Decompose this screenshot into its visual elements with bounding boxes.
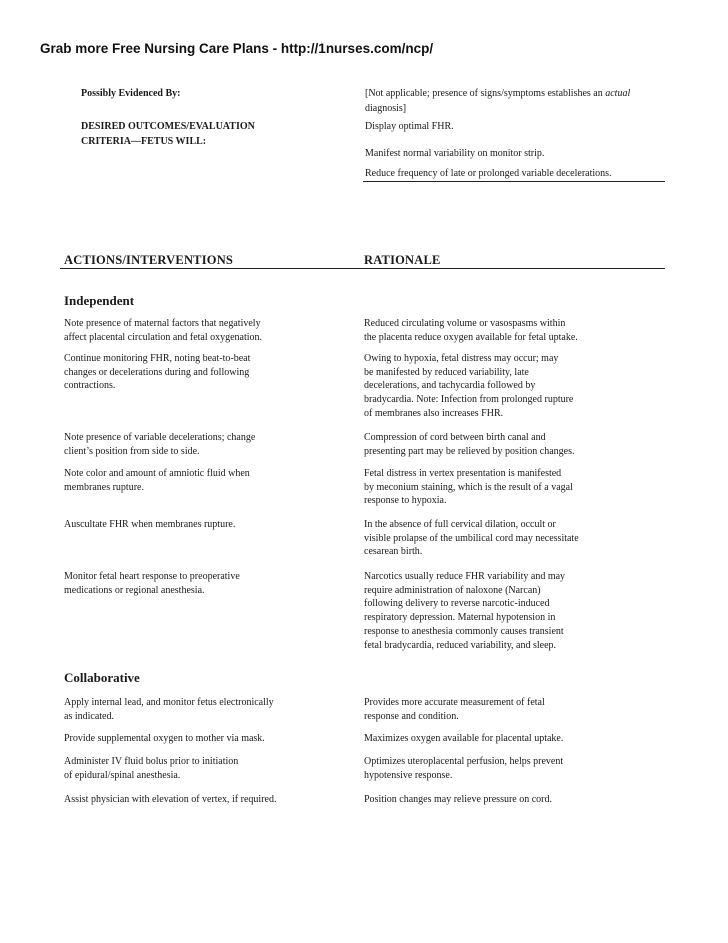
- rationale-text: Reduced circulating volume or vasospasms within the placenta reduce oxygen available for fetal uptake.: [364, 318, 578, 343]
- rationale-text: Fetal distress in vertex presentation is manifested by meconium staining, which is the result of a vagal response to hypoxia.: [364, 468, 573, 507]
- rationale-text: Compression of cord between birth canal and presenting part may be relieved by position changes.: [364, 432, 575, 457]
- rationale-text: Owing to hypoxia, fetal distress may occur; may be manifested by reduced variability, late decelerations, and tachycardia followed by bradycardia. Note: Infection from prolonged rupture of membranes also increases FHR.: [364, 353, 574, 419]
- action-text: Administer IV fluid bolus prior to initiation of epidural/spinal anesthesia.: [64, 756, 239, 781]
- action-text: Continue monitoring FHR, noting beat-to-beat changes or decelerations during and following contractions.: [64, 353, 251, 392]
- rationale-text: Provides more accurate measurement of fetal response and condition.: [364, 697, 545, 722]
- action-text: Monitor fetal heart response to preoperative medications or regional anesthesia.: [64, 571, 240, 596]
- rationale-column-header: RATIONALE: [364, 253, 441, 267]
- evidence-text-start: [Not applicable; presence of signs/symptoms establishes an: [365, 88, 606, 99]
- rationale-text: In the absence of full cervical dilation, occult or visible prolapse of the umbilical cord may necessitate cesarean birth.: [364, 519, 579, 558]
- action-text: Assist physician with elevation of vertex, if required.: [64, 794, 277, 805]
- outcome-item-1: Display optimal FHR.: [365, 121, 454, 132]
- action-text: Auscultate FHR when membranes rupture.: [64, 519, 236, 530]
- action-text: Note color and amount of amniotic fluid when membranes rupture.: [64, 468, 250, 493]
- action-text: Apply internal lead, and monitor fetus electronically as indicated.: [64, 697, 274, 722]
- action-text: Provide supplemental oxygen to mother via mask.: [64, 733, 265, 744]
- actions-column-header: ACTIONS/INTERVENTIONS: [64, 253, 234, 267]
- action-text: Note presence of variable decelerations; change client’s position from side to side.: [64, 432, 256, 457]
- page-header-title: Grab more Free Nursing Care Plans - http://1nurses.com/ncp/: [40, 41, 434, 56]
- outcomes-label: DESIRED OUTCOMES/EVALUATION CRITERIA—FETUS WILL:: [81, 121, 255, 147]
- collaborative-heading: Collaborative: [64, 670, 140, 685]
- outcome-item-3: Reduce frequency of late or prolonged variable decelerations.: [365, 168, 612, 179]
- independent-heading: Independent: [64, 293, 135, 308]
- action-text: Note presence of maternal factors that negatively affect placental circulation and fetal oxygenation.: [64, 318, 263, 343]
- rationale-text: Narcotics usually reduce FHR variability and may require administration of naloxone (Narcan) following delivery to reverse narcotic-induced respiratory depression. Maternal hypotension in response to anesthesia commonly causes transient fetal bradycardia, reduced variability, and sleep.: [364, 571, 566, 651]
- rationale-text: Maximizes oxygen available for placental uptake.: [364, 733, 564, 744]
- evidence-text-end: diagnosis]: [365, 103, 407, 114]
- outcomes-divider: [363, 181, 665, 182]
- outcome-item-2: Manifest normal variability on monitor strip.: [365, 148, 545, 159]
- evidence-text-italic: actual: [605, 88, 631, 99]
- rationale-text: Optimizes uteroplacental perfusion, helps prevent hypotensive response.: [364, 756, 564, 781]
- rationale-text: Position changes may relieve pressure on cord.: [364, 794, 553, 805]
- evidence-text: [365, 86, 660, 116]
- column-header-divider: [60, 268, 665, 269]
- evidence-label: Possibly Evidenced By:: [81, 88, 181, 99]
